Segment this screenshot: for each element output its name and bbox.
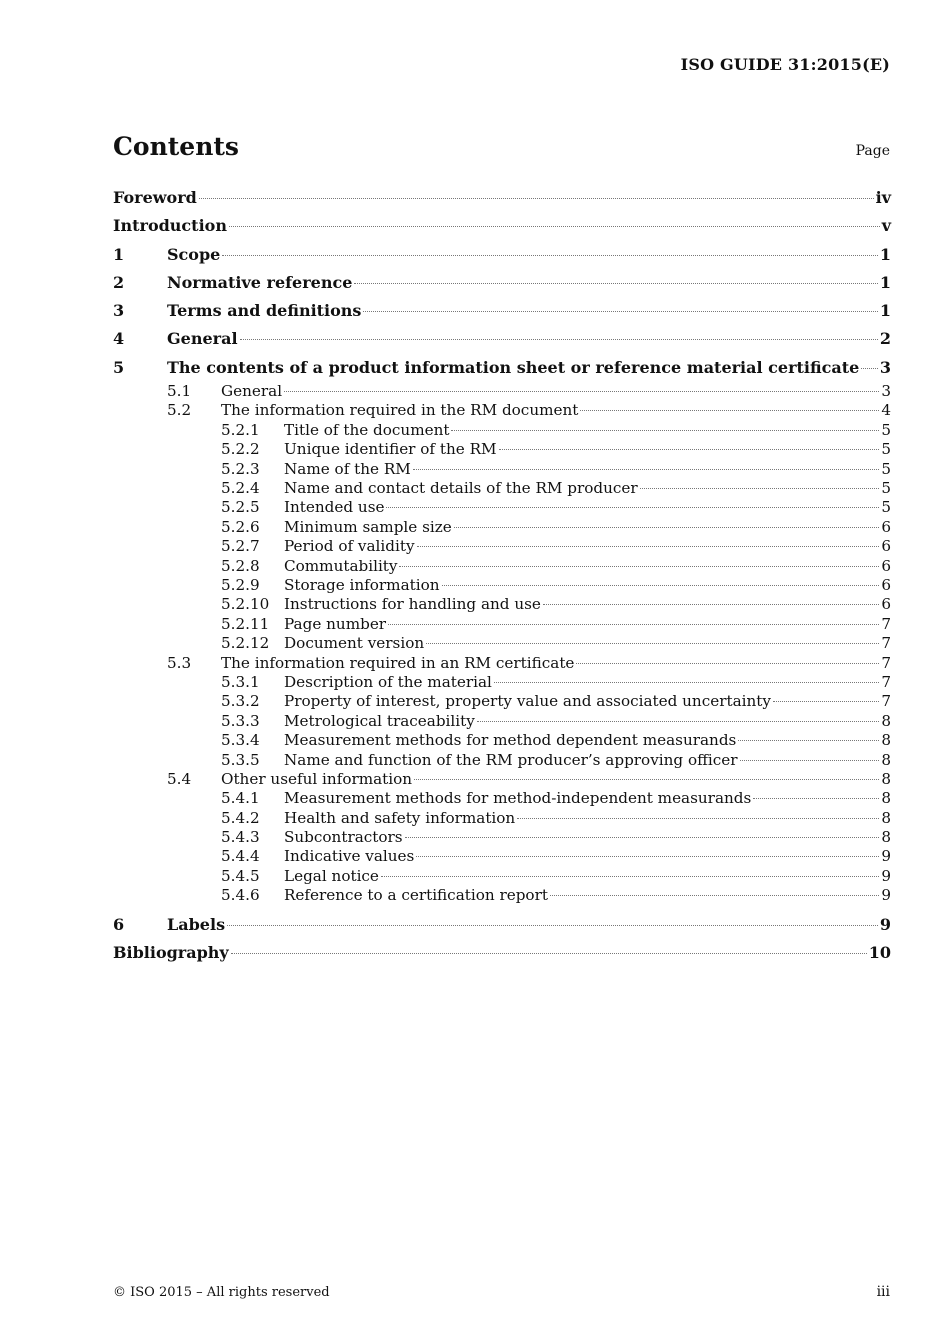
toc-entry[interactable] (113, 401, 891, 420)
toc-entry[interactable] (113, 712, 891, 731)
toc-dot-leader (861, 368, 878, 369)
toc-entry-number: 5.4.4 (221, 847, 260, 866)
toc-entry-page: 5 (881, 420, 891, 439)
toc-entry-title: The contents of a product information sheet or reference material certificate (167, 357, 860, 377)
toc-entry[interactable] (113, 692, 891, 711)
page-number: iii (876, 1284, 890, 1300)
toc-entry[interactable] (113, 634, 891, 653)
toc-entry[interactable] (113, 241, 891, 269)
toc-entry-page: 6 (881, 595, 891, 614)
toc-entry-page: 2 (879, 329, 891, 349)
toc-entry-page: 3 (879, 357, 891, 377)
toc-dot-leader (442, 585, 880, 586)
toc-entry-number: 5.2.7 (221, 537, 260, 556)
toc-dot-leader (454, 527, 880, 528)
toc-entry-page: 1 (879, 244, 891, 264)
toc-entry-page: iv (875, 188, 891, 207)
toc-entry-page: 9 (881, 847, 891, 866)
toc-entry[interactable] (113, 828, 891, 847)
toc-entry-title: Introduction (113, 216, 227, 236)
toc-entry-number: 6 (113, 914, 125, 934)
toc-dot-leader (576, 663, 879, 664)
toc-entry-title: Subcontractors (284, 828, 403, 847)
toc-entry-title: Storage information (284, 575, 440, 594)
toc-entry[interactable] (113, 269, 891, 297)
toc-entry-title: Indicative values (284, 847, 415, 866)
toc-entry-number: 5.2.1 (221, 420, 260, 439)
toc-entry-title: Name and function of the RM producer’s approving officer (284, 750, 738, 769)
toc-entry-page: 7 (881, 634, 891, 653)
toc-entry-title: Title of the document (284, 420, 450, 439)
toc-dot-leader (640, 488, 880, 489)
toc-entry-page: 6 (881, 517, 891, 536)
toc-dot-leader (550, 895, 879, 896)
toc-entry-page: 5 (881, 479, 891, 498)
toc-entry[interactable] (113, 382, 891, 401)
toc-entry-title: Instructions for handling and use (284, 595, 541, 614)
toc-entry-title: Other useful information (221, 769, 413, 788)
toc-entry[interactable] (113, 576, 891, 595)
toc-entry-page: v (881, 216, 891, 236)
toc-entry-number: 5.2 (167, 401, 192, 420)
toc-entry-page: 4 (881, 401, 891, 420)
toc-entry-title: Intended use (284, 498, 385, 517)
toc-entry[interactable] (113, 867, 891, 886)
toc-entry-number: 5.2.11 (221, 614, 270, 633)
toc-entry-title: Unique identifier of the RM (284, 440, 497, 459)
toc-dot-leader (580, 410, 879, 411)
toc-entry-title: Legal notice (284, 866, 379, 885)
toc-dot-leader (738, 740, 879, 741)
toc-entry-title: Labels (167, 914, 226, 934)
copyright-notice: © ISO 2015 – All rights reserved (113, 1285, 330, 1300)
toc-entry[interactable] (113, 440, 891, 459)
toc-dot-leader (413, 469, 879, 470)
toc-entry-number: 5.3.1 (221, 672, 260, 691)
toc-dot-leader (222, 255, 878, 256)
toc-entry-title: Bibliography (113, 942, 229, 962)
toc-entry[interactable] (113, 911, 891, 939)
toc-entry-title: Description of the material (284, 672, 492, 691)
toc-dot-leader (543, 604, 879, 605)
toc-entry-number: 5.4.5 (221, 866, 260, 885)
toc-dot-leader (240, 339, 878, 340)
page-title: Contents (113, 132, 240, 161)
toc-entry-page: 6 (881, 575, 891, 594)
toc-entry[interactable] (113, 886, 891, 905)
toc-entry[interactable] (113, 770, 891, 789)
toc-entry[interactable] (113, 460, 891, 479)
toc-entry-page: 9 (881, 866, 891, 885)
toc-dot-leader (477, 721, 880, 722)
toc-entry-title: Page number (284, 614, 387, 633)
toc-entry[interactable] (113, 847, 891, 866)
toc-entry[interactable] (113, 595, 891, 614)
toc-entry-number: 5.3.5 (221, 750, 260, 769)
toc-dot-leader (199, 198, 874, 199)
toc-entry-number: 5.2.12 (221, 634, 270, 653)
toc-dot-leader (773, 701, 879, 702)
toc-dot-leader (451, 430, 879, 431)
toc-entry-page: 8 (881, 731, 891, 750)
toc-entry-page: 5 (881, 459, 891, 478)
toc-dot-leader (231, 953, 867, 954)
toc-entry-number: 5.2.8 (221, 556, 260, 575)
toc-entry[interactable] (113, 184, 891, 212)
toc-dot-leader (405, 837, 880, 838)
toc-entry-title: Scope (167, 244, 221, 264)
toc-entry-title: Measurement methods for method-independent measurands (284, 789, 752, 808)
toc-entry-number: 5.2.10 (221, 595, 270, 614)
toc-entry[interactable] (113, 498, 891, 517)
toc-entry-page: 3 (881, 382, 891, 401)
toc-entry-page: 9 (881, 886, 891, 905)
toc-entry[interactable] (113, 939, 891, 967)
toc-entry-number: 5.2.4 (221, 479, 260, 498)
toc-entry[interactable] (113, 673, 891, 692)
toc-entry-page: 5 (881, 498, 891, 517)
page-column-label: Page (855, 143, 890, 159)
toc-entry-title: Period of validity (284, 537, 415, 556)
toc-entry[interactable] (113, 518, 891, 537)
toc-entry-title: Metrological traceability (284, 711, 475, 730)
table-of-contents (113, 184, 891, 967)
toc-dot-leader (227, 925, 878, 926)
toc-entry[interactable] (113, 325, 891, 353)
toc-entry-page: 7 (881, 692, 891, 711)
toc-entry-number: 5.3.2 (221, 692, 260, 711)
toc-entry[interactable] (113, 789, 891, 808)
toc-entry[interactable] (113, 751, 891, 770)
toc-entry-number: 3 (113, 301, 125, 321)
toc-entry-page: 5 (881, 440, 891, 459)
toc-entry[interactable] (113, 557, 891, 576)
toc-entry-number: 5.2.9 (221, 575, 260, 594)
toc-entry-number: 5.4.2 (221, 808, 260, 827)
toc-entry[interactable] (113, 537, 891, 556)
toc-dot-leader (417, 546, 880, 547)
toc-entry-page: 1 (879, 272, 891, 292)
toc-entry-page: 6 (881, 556, 891, 575)
toc-entry-page: 8 (881, 711, 891, 730)
toc-dot-leader (229, 226, 880, 227)
toc-entry-title: Normative reference (167, 272, 353, 292)
toc-entry-title: The information required in the RM document (221, 401, 579, 420)
toc-entry-number: 5.2.5 (221, 498, 260, 517)
toc-dot-leader (388, 624, 879, 625)
toc-dot-leader (414, 779, 879, 780)
toc-entry-number: 5.4.6 (221, 886, 260, 905)
toc-dot-leader (363, 311, 877, 312)
toc-entry-page: 7 (881, 672, 891, 691)
toc-entry-page: 8 (881, 808, 891, 827)
toc-entry[interactable] (113, 212, 891, 240)
toc-dot-leader (399, 566, 879, 567)
toc-entry-title: Terms and definitions (167, 301, 362, 321)
toc-entry-number: 5.2.6 (221, 517, 260, 536)
toc-entry-title: Foreword (113, 188, 197, 207)
toc-entry-title: Minimum sample size (284, 517, 452, 536)
toc-entry-number: 5.4.1 (221, 789, 260, 808)
toc-entry[interactable] (113, 354, 891, 382)
toc-entry-number: 5.1 (167, 382, 192, 401)
toc-dot-leader (416, 856, 879, 857)
toc-entry-title: Name of the RM (284, 459, 411, 478)
toc-entry-title: Property of interest, property value and associated uncertainty (284, 692, 771, 711)
toc-entry-title: Health and safety information (284, 808, 516, 827)
toc-entry-page: 6 (881, 537, 891, 556)
toc-entry-page: 7 (881, 614, 891, 633)
toc-entry[interactable] (113, 421, 891, 440)
toc-entry-title: The information required in an RM certificate (221, 653, 575, 672)
toc-entry-title: Reference to a certification report (284, 886, 548, 905)
toc-entry[interactable] (113, 809, 891, 828)
toc-entry[interactable] (113, 615, 891, 634)
toc-dot-leader (386, 507, 879, 508)
toc-entry[interactable] (113, 297, 891, 325)
toc-dot-leader (740, 760, 880, 761)
toc-entry-title: General (167, 329, 238, 349)
toc-entry-number: 5.2.3 (221, 459, 260, 478)
toc-entry-page: 1 (879, 301, 891, 321)
toc-entry-title: Name and contact details of the RM producer (284, 479, 638, 498)
toc-dot-leader (354, 283, 877, 284)
toc-entry-page: 8 (881, 789, 891, 808)
toc-entry-title: Commutability (284, 556, 398, 575)
toc-entry-number: 1 (113, 244, 125, 264)
toc-dot-leader (494, 682, 879, 683)
toc-entry-number: 5.3.4 (221, 731, 260, 750)
toc-entry-number: 5.3 (167, 653, 192, 672)
toc-entry-number: 5.4.3 (221, 828, 260, 847)
toc-entry-number: 5.3.3 (221, 711, 260, 730)
toc-dot-leader (426, 643, 879, 644)
toc-entry-number: 2 (113, 272, 125, 292)
toc-dot-leader (284, 391, 879, 392)
toc-dot-leader (517, 818, 879, 819)
toc-entry-title: General (221, 382, 283, 401)
toc-entry-page: 9 (879, 914, 891, 934)
toc-entry-page: 10 (868, 942, 891, 962)
toc-entry-page: 8 (881, 828, 891, 847)
toc-entry-title: Document version (284, 634, 425, 653)
toc-entry-title: Measurement methods for method dependent measurands (284, 731, 737, 750)
toc-entry-number: 5 (113, 357, 125, 377)
toc-entry[interactable] (113, 479, 891, 498)
toc-dot-leader (499, 449, 880, 450)
toc-entry-page: 7 (881, 653, 891, 672)
toc-entry-page: 8 (881, 769, 891, 788)
toc-entry-number: 4 (113, 329, 125, 349)
document-id: ISO GUIDE 31:2015(E) (680, 55, 890, 74)
toc-entry-number: 5.4 (167, 769, 192, 788)
toc-dot-leader (381, 876, 879, 877)
toc-entry-number: 5.2.2 (221, 440, 260, 459)
toc-entry[interactable] (113, 731, 891, 750)
toc-entry-page: 8 (881, 750, 891, 769)
toc-entry[interactable] (113, 654, 891, 673)
toc-dot-leader (753, 798, 879, 799)
